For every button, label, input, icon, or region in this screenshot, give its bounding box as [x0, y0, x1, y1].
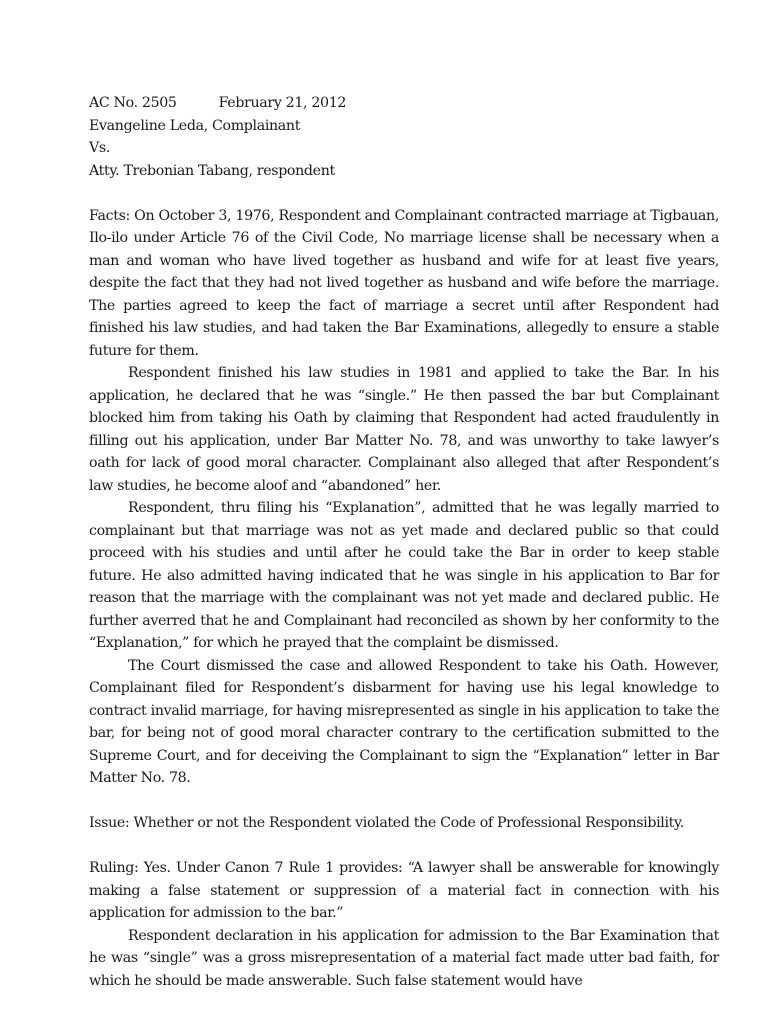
- facts-paragraph-1: Facts: On October 3, 1976, Respondent and Complainant contracted marriage at Tigbauan, Ilo-ilo under Article 76 of the Civil Code, No marriage license shall be necessary when a man and woman who have lived together as husband and wife for at least five years, despite the fact that they had not lived together as husband and wife before the marriage. The parties agreed to keep the fact of marriage a secret until after Respondent had finished his law studies, and had taken the Bar Examinations, allegedly to ensure a stable future for them.: [89, 207, 719, 359]
- complainant-line: Evangeline Leda, Complainant: [89, 117, 301, 134]
- blank-line: [89, 182, 719, 205]
- versus-line: Vs.: [89, 140, 110, 156]
- facts-paragraph-3: Respondent, thru filing his “Explanation”, admitted that he was legally married to complainant but that marriage was not as yet made and declared public so that could proceed with his studies and until after he could take the Bar in order to keep stable future. He also admitted having indicated that he was single in his application to Bar for reason that the marriage with the complainant was not yet made and declared public. He further averred that he and Complainant had reconciled as shown by her conformity to the “Explanation,” for which he prayed that the complaint be dismissed.: [89, 500, 719, 651]
- ruling-paragraph-2: Respondent declaration in his application for admission to the Bar Examination that he was “single” was a gross misrepresentation of a material fact made utter bad faith, for which he should be made answerable. Such false statement would have: [89, 927, 719, 989]
- document-page: [89, 92, 719, 992]
- ruling-paragraph-1: Ruling: Yes. Under Canon 7 Rule 1 provides: “A lawyer shall be answerable for knowingly making a false statement or suppression of a material fact in connection with his application for admission to the bar.”: [89, 860, 719, 921]
- case-number: AC No. 2505: [89, 95, 177, 111]
- respondent-line: Atty. Trebonian Tabang, respondent: [89, 162, 335, 179]
- case-date: February 21, 2012: [218, 95, 347, 111]
- facts-paragraph-4: The Court dismissed the case and allowed Respondent to take his Oath. However, Complainant filed for Respondent’s disbarment for having use his legal knowledge to contract invalid marriage, for having misrepresented as single in his application to take the bar, for being not of good moral character contrary to the certification submitted to the Supreme Court, and for deceiving the Complainant to sign the “Explanation” letter in Bar Matter No. 78.: [89, 657, 719, 786]
- blank-line: [89, 790, 719, 813]
- case-header-line: [89, 92, 719, 115]
- facts-paragraph-2: Respondent finished his law studies in 1981 and applied to take the Bar. In his application, he declared that he was “single.” He then passed the bar but Complainant blocked him from taking his Oath by claiming that Respondent had acted fraudulently in filling out his application, under Bar Matter No. 78, and was unworthy to take lawyer’s oath for lack of good moral character. Complainant also alleged that after Respondent’s law studies, he become aloof and “abandoned” her.: [89, 365, 719, 494]
- issue-paragraph: Issue: Whether or not the Respondent violated the Code of Professional Responsibility.: [89, 815, 684, 831]
- blank-line: [89, 835, 719, 858]
